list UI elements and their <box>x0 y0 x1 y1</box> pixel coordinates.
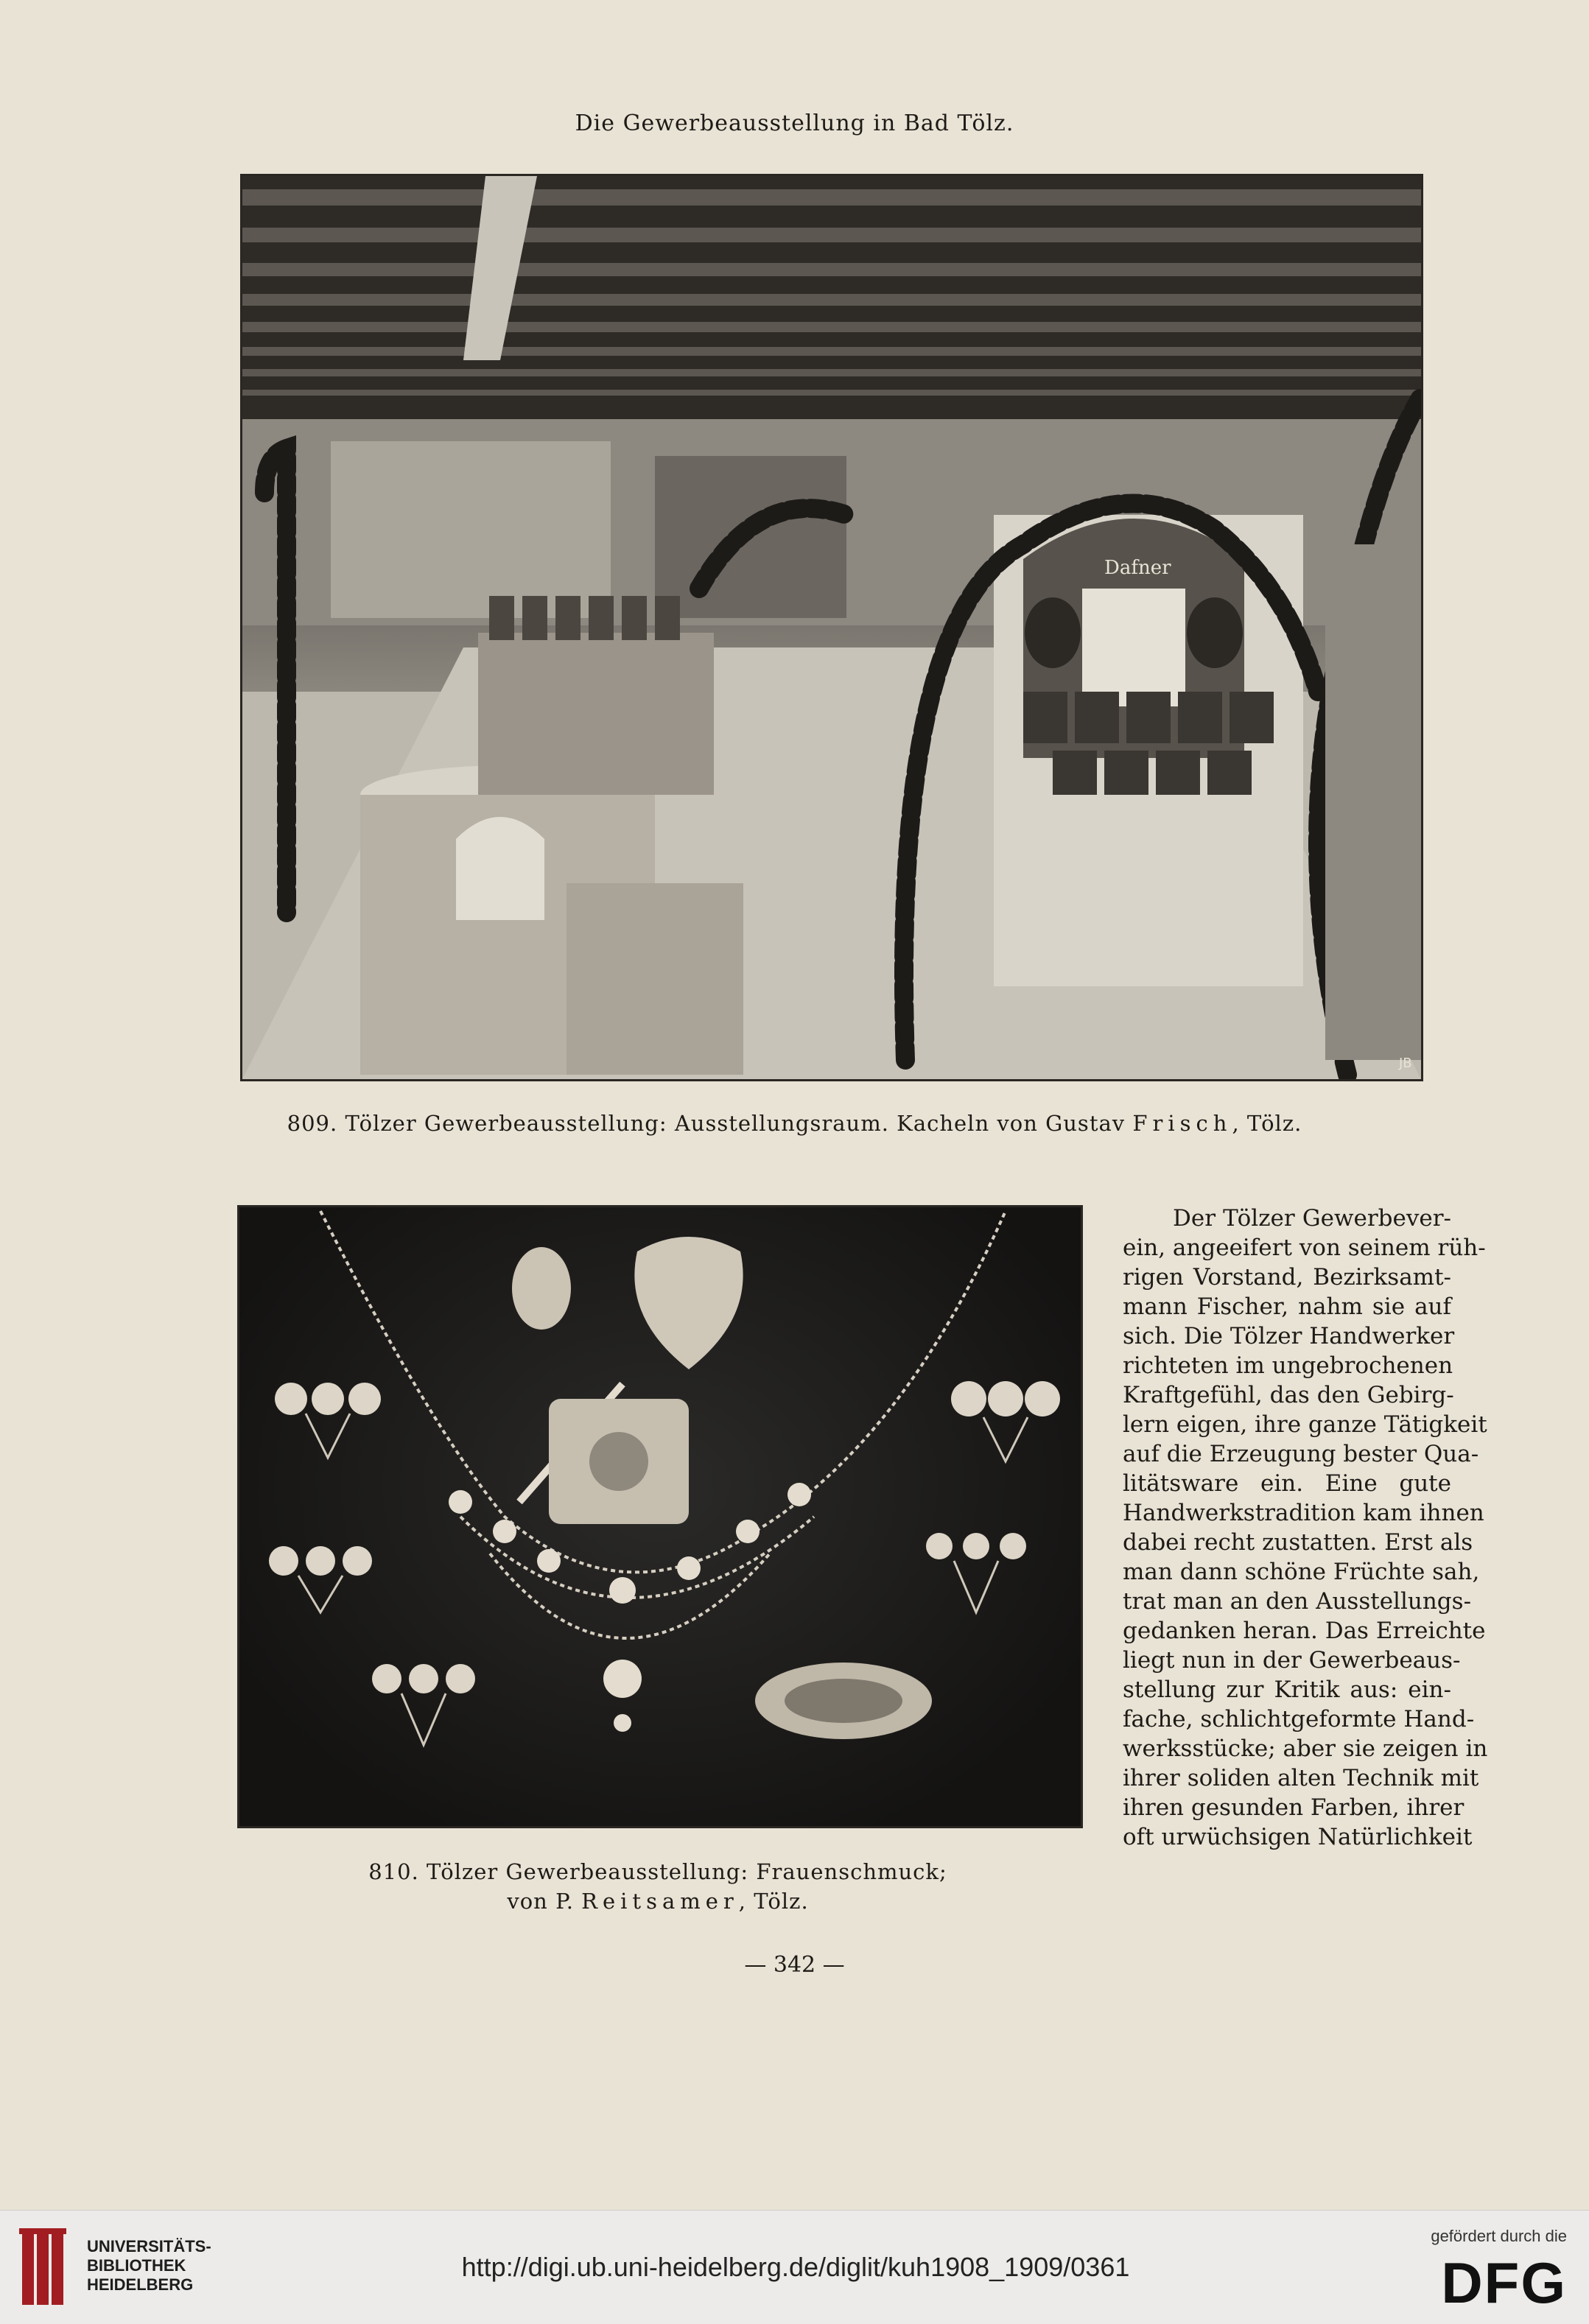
dfg-logo: DFG <box>1441 2250 1567 2315</box>
body-line: stellung zur Kritik aus: ein- <box>1123 1677 1451 1703</box>
figure-809-caption-tail: , Tölz. <box>1232 1111 1302 1136</box>
body-line: Der Tölzer Gewerbever- <box>1173 1205 1451 1232</box>
figure-810-caption-prefix: von P. <box>507 1889 574 1914</box>
body-line: litätsware ein. Eine gute <box>1123 1470 1451 1497</box>
library-name-line: BIBLIOTHEK <box>87 2256 186 2275</box>
viewer-footer <box>0 2210 1589 2324</box>
body-line: man dann schöne Früchte sah, <box>1123 1559 1480 1585</box>
body-line: richteten im ungebrochenen <box>1123 1352 1453 1379</box>
body-line: liegt nun in der Gewerbeaus- <box>1123 1647 1461 1674</box>
figure-810-caption-name: Reitsamer <box>581 1889 739 1914</box>
exhibition-hall-photo <box>240 174 1423 1081</box>
figure-809-caption-name: Frisch <box>1132 1111 1232 1136</box>
library-name <box>87 2237 211 2295</box>
body-line: ein, angeeifert von seinem rüh- <box>1123 1235 1486 1261</box>
figure-810-caption-line1: 810. Tölzer Gewerbeausstellung: Frauenschmuck; <box>368 1859 947 1884</box>
body-line: ihren gesunden Farben, ihrer <box>1123 1794 1465 1821</box>
photo-monogram: JB <box>1399 1056 1412 1071</box>
figure-809-caption-text: 809. Tölzer Gewerbeausstellung: Ausstellungsraum. Kacheln von Gustav <box>287 1111 1126 1136</box>
jewelry-illustration <box>239 1207 1081 1826</box>
body-line: fache, schlichtgeformte Hand- <box>1123 1706 1475 1733</box>
library-logo-icon <box>19 2228 71 2308</box>
body-line: oft urwüchsigen Natürlichkeit <box>1123 1824 1473 1850</box>
body-line: mann Fischer, nahm sie auf <box>1123 1293 1451 1320</box>
body-line: werksstücke; aber sie zeigen in <box>1123 1735 1488 1762</box>
body-line: Handwerkstradition kam ihnen <box>1123 1500 1484 1526</box>
page-number: — 342 — <box>744 1952 845 1978</box>
permalink-url[interactable]: http://digi.ub.uni-heidelberg.de/diglit/kuh1908_1909/0361 <box>461 2252 1130 2282</box>
body-line: trat man an den Ausstellungs- <box>1123 1588 1472 1615</box>
body-text-column <box>1123 1204 1488 1852</box>
jewelry-photo <box>237 1205 1083 1828</box>
kiosk-sign-text: Dafner <box>1104 557 1171 579</box>
body-line: sich. Die Tölzer Handwerker <box>1123 1323 1455 1349</box>
funder-text: gefördert durch die <box>1431 2227 1567 2245</box>
body-line: ihrer soliden alten Technik mit <box>1123 1765 1479 1791</box>
exhibition-hall-illustration <box>242 176 1421 1079</box>
library-name-line: UNIVERSITÄTS- <box>87 2237 211 2255</box>
body-line: dabei recht zustatten. Erst als <box>1123 1529 1473 1556</box>
figure-809-caption <box>0 1111 1589 1136</box>
body-line: lern eigen, ihre ganze Tätigkeit <box>1123 1411 1487 1438</box>
library-name-line: HEIDELBERG <box>87 2275 194 2294</box>
figure-810-caption-tail: , Tölz. <box>738 1889 809 1914</box>
body-line: auf die Erzeugung bester Qua- <box>1123 1441 1479 1467</box>
body-line: rigen Vorstand, Bezirksamt- <box>1123 1264 1451 1291</box>
body-line: gedanken heran. Das Erreichte <box>1123 1618 1486 1644</box>
figure-810-caption-line2 <box>237 1889 1078 1914</box>
running-head: Die Gewerbeausstellung in Bad Tölz. <box>575 110 1014 136</box>
body-line: Kraftgefühl, das den Gebirg- <box>1123 1382 1454 1408</box>
